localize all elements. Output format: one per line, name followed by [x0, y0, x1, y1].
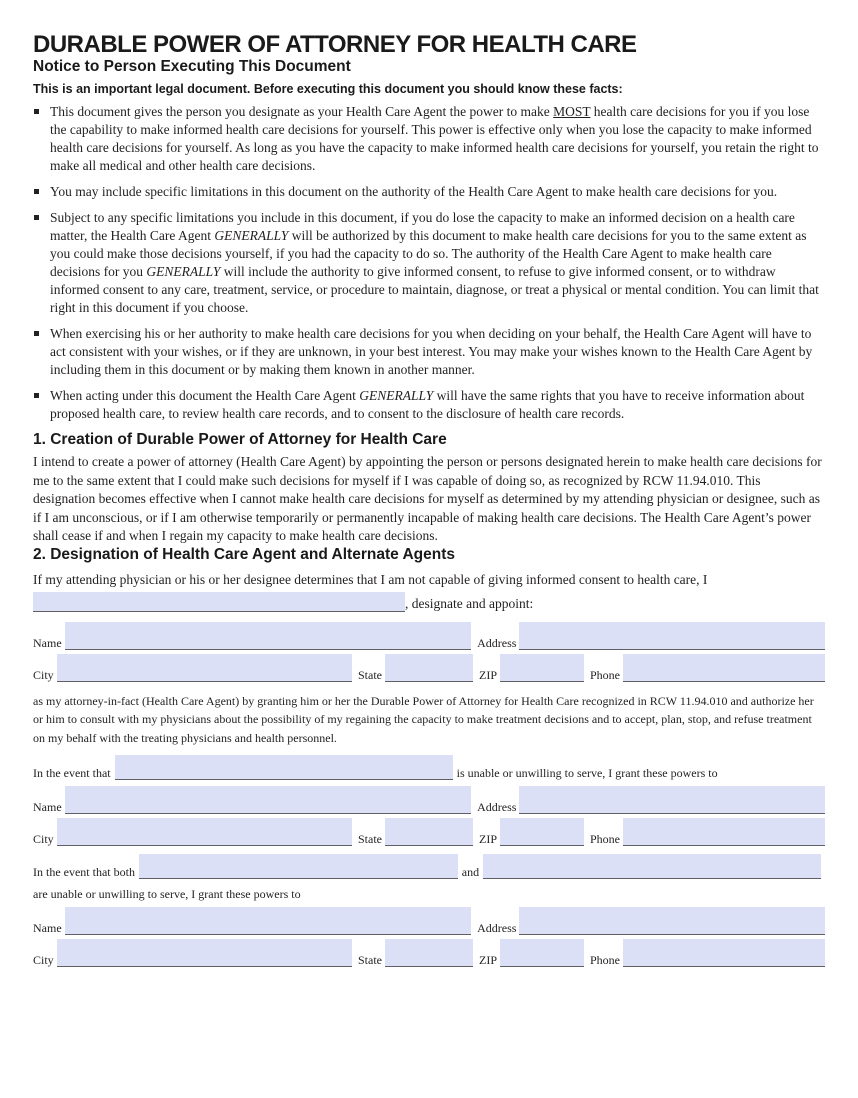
alt2-continuation-text: are unable or unwilling to serve, I grant these powers to: [33, 887, 301, 902]
alternate1-event-row: [33, 755, 825, 780]
agent2-city-field[interactable]: [57, 818, 352, 846]
notice-intro: This is an important legal document. Before executing this document you should know these facts:: [33, 82, 623, 96]
city-label: City: [33, 953, 54, 968]
agent1-phone-field[interactable]: [623, 654, 825, 682]
notice-bullet-3: [33, 209, 825, 317]
bullet-3-text-2: will be authorized by this document to make health care decisions for you to the same extent as you could make those decisions yourself, if you had the capacity to do so. The authority of the Health Care Agent to make health care decisions for you: [50, 228, 807, 279]
agent3-name-field[interactable]: [65, 907, 471, 935]
state-label: State: [358, 953, 382, 968]
attorney-in-fact-paragraph: as my attorney-in-fact (Health Care Agent) by granting him or her the Durable Power of Attorney for Health Care recognized in RCW 11.94.010 and authorize her or him to consult with my physicians about the possibility of my regaining the capacity to make treatment decisions and to accept, plan, stop, and refuse treatment on my behalf with the treating physicians and health personnel.: [33, 693, 814, 745]
phone-label: Phone: [590, 667, 620, 682]
section-1-heading: 1. Creation of Durable Power of Attorney for Health Care: [33, 431, 447, 448]
section-2-intro: [33, 568, 825, 616]
zip-label: ZIP: [479, 667, 497, 682]
notice-bullet-5: [33, 387, 825, 423]
section-2-intro-text-cont: , designate and appoint:: [405, 595, 534, 611]
agent3-phone-field[interactable]: [623, 939, 825, 967]
alt2-first-agent-field[interactable]: [139, 854, 458, 879]
city-label: City: [33, 832, 54, 847]
name-label: Name: [33, 921, 62, 936]
agent3-state-field[interactable]: [385, 939, 473, 967]
alt2-second-agent-field[interactable]: [483, 854, 821, 879]
bullet-5-text: When acting under this document the Health Care Agent: [50, 388, 360, 403]
zip-label: ZIP: [479, 953, 497, 968]
bullet-3-text: Subject to any specific limitations you include in this document, if you do lose the capacity to make an informed decision on a health care matter, the Health Care Agent: [50, 210, 795, 243]
section-2-heading: 2. Designation of Health Care Agent and Alternate Agents: [33, 545, 456, 563]
alt1-agent-name-field[interactable]: [115, 755, 453, 780]
notice-bullet-4: [33, 325, 825, 379]
phone-label: Phone: [590, 953, 620, 968]
phone-label: Phone: [590, 832, 620, 847]
agent3-city-field[interactable]: [57, 939, 352, 967]
agent3-city-state-zip-phone-row: [33, 939, 825, 967]
alt2-pre-text: In the event that both: [33, 865, 135, 880]
bullet-1-underlined-word: MOST: [553, 104, 591, 119]
section-2-intro-text: If my attending physician or his or her designee determines that I am not capable of giving informed consent to health care, I: [33, 571, 708, 587]
notice-bullet-1: [33, 103, 825, 175]
bullet-1-text-cont: health care decisions for you if you lose the capability to make informed health care decisions for yourself. This power is effective only when you lose the capacity to make informed health care decisions for yourself. As long as you have the capacity to make informed health care decisions for yourself, you retain the right to make all medical and other health care decisions.: [50, 104, 819, 173]
agent1-city-state-zip-phone-row: [33, 654, 825, 682]
bullet-2-text: You may include specific limitations in this document on the authority of the Health Care Agent to make health care decisions for you.: [50, 184, 778, 199]
agent3-name-address-row: [33, 907, 825, 935]
bullet-4-text: When exercising his or her authority to make health care decisions for you when deciding on your behalf, the Health Care Agent will have to act consistent with your wishes, or if they are unknown, in your best interest. You may make your wishes known to the Health Care Agent by including them in this document or by making them known in another manner.: [50, 326, 813, 377]
alt2-and-text: and: [461, 865, 480, 880]
alternate2-event-row: [33, 854, 825, 879]
section-1-body: I intend to create a power of attorney (Health Care Agent) by appointing the person or persons designated herein to make health care decisions for me to the same extent that I could make such decisions for myself if I was capable of doing so, as recognized by RCW 11.94.010. This designation becomes effective when I cannot make health care decisions for myself as determined by my attending physician or designee, such as if I am unconscious, or if I am otherwise temporarily or permanently incapable of making health care decisions. The Health Care Agent’s power shall cease if and when I regain my capacity to make health care decisions.: [33, 454, 822, 544]
agent2-zip-field[interactable]: [500, 818, 584, 846]
bullet-3-text-3: will include the authority to give informed consent, to refuse to give informed consent, or to withdraw informed consent to any care, treatment, service, or procedure to maintain, diagnose, or treat a physical or mental condition. You can limit that right in this document if you choose.: [50, 264, 819, 315]
agent2-phone-field[interactable]: [623, 818, 825, 846]
agent3-address-field[interactable]: [519, 907, 825, 935]
bullet-5-text-2: will have the same rights that you have to receive information about proposed health care, to review health care records, and to consent to the disclosure of health care records.: [50, 388, 805, 421]
bullet-5-italic-word: GENERALLY: [359, 388, 434, 403]
agent2-name-address-row: [33, 786, 825, 814]
alt1-pre-text: In the event that: [33, 766, 111, 781]
address-label: Address: [477, 800, 517, 815]
agent1-zip-field[interactable]: [500, 654, 584, 682]
agent1-address-field[interactable]: [519, 622, 825, 650]
document-title: DURABLE POWER OF ATTORNEY FOR HEALTH CARE: [33, 31, 637, 58]
agent2-city-state-zip-phone-row: [33, 818, 825, 846]
state-label: State: [358, 667, 382, 682]
principal-name-field[interactable]: [33, 592, 405, 612]
agent3-zip-field[interactable]: [500, 939, 584, 967]
agent1-name-address-row: [33, 622, 825, 650]
alt1-post-text: is unable or unwilling to serve, I grant these powers to: [456, 766, 718, 781]
bullet-1-text: This document gives the person you designate as your Health Care Agent the power to make: [50, 104, 554, 119]
name-label: Name: [33, 635, 62, 650]
notice-heading: Notice to Person Executing This Document: [33, 58, 351, 75]
city-label: City: [33, 667, 54, 682]
agent2-state-field[interactable]: [385, 818, 473, 846]
state-label: State: [358, 832, 382, 847]
agent2-name-field[interactable]: [65, 786, 471, 814]
bullet-3-italic-word-1: GENERALLY: [214, 228, 289, 243]
agent1-name-field[interactable]: [65, 622, 471, 650]
notice-bullet-2: [33, 183, 825, 201]
notice-bullet-list: [33, 103, 825, 423]
name-label: Name: [33, 800, 62, 815]
agent2-address-field[interactable]: [519, 786, 825, 814]
agent1-state-field[interactable]: [385, 654, 473, 682]
zip-label: ZIP: [479, 832, 497, 847]
agent1-city-field[interactable]: [57, 654, 352, 682]
address-label: Address: [477, 635, 517, 650]
address-label: Address: [477, 921, 517, 936]
bullet-3-italic-word-2: GENERALLY: [146, 264, 221, 279]
